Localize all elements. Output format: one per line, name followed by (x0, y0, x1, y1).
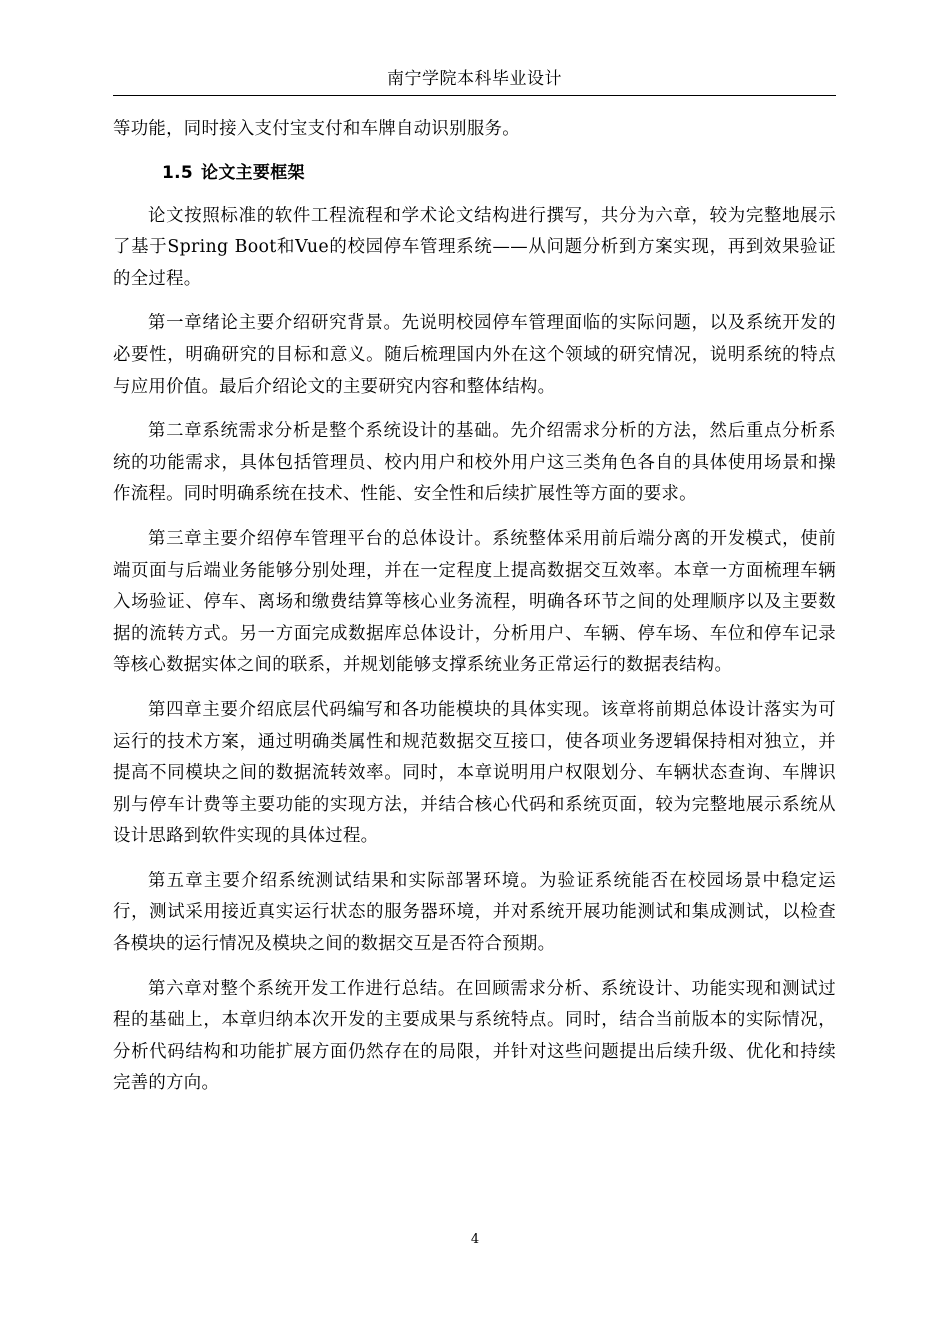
section-heading (113, 158, 836, 188)
paragraph-overview: 论文按照标准的软件工程流程和学术论文结构进行撰写，共分为六章，较为完整地展示了基于Spring Boot和Vue的校园停车管理系统——从问题分析到方案实现，再到效果验证的全过程。 (113, 205, 836, 289)
paragraph-chapter-1: 第一章绪论主要介绍研究背景。先说明校园停车管理面临的实际问题，以及系统开发的必要性，明确研究的目标和意义。随后梳理国内外在这个领域的研究情况，说明系统的特点与应用价值。最后介绍论文的主要研究内容和整体结构。 (113, 313, 836, 397)
running-header: 南宁学院本科毕业设计 (387, 69, 562, 89)
section-title: 论文主要框架 (201, 162, 305, 183)
header-rule (113, 95, 836, 96)
paragraph-chapter-5: 第五章主要介绍系统测试结果和实际部署环境。为验证系统能否在校园场景中稳定运行，测试采用接近真实运行状态的服务器环境，并对系统开展功能测试和集成测试，以检查各模块的运行情况及模块之间的数据交互是否符合预期。 (113, 870, 836, 955)
page-number: 4 (470, 1232, 480, 1247)
paragraph-chapter-3: 第三章主要介绍停车管理平台的总体设计。系统整体采用前后端分离的开发模式，使前端页面与后端业务能够分别处理，并在一定程度上提高数据交互效率。本章一方面梳理车辆入场验证、停车、离场和缴费结算等核心业务流程，明确各环节之间的处理顺序以及主要数据的流转方式。另一方面完成数据库总体设计，分析用户、车辆、停车场、车位和停车记录等核心数据实体之间的联系，并规划能够支撑系统业务正常运行的数据表结构。 (113, 528, 836, 676)
continuation-paragraph: 等功能，同时接入支付宝支付和车牌自动识别服务。 (113, 119, 520, 139)
page-body (113, 114, 836, 1100)
paragraph-chapter-6: 第六章对整个系统开发工作进行总结。在回顾需求分析、系统设计、功能实现和测试过程的基础上，本章归纳本次开发的主要成果与系统特点。同时，结合当前版本的实际情况，分析代码结构和功能扩展方面仍然存在的局限，并针对这些问题提出后续升级、优化和持续完善的方向。 (113, 978, 836, 1094)
paragraph-chapter-4: 第四章主要介绍底层代码编写和各功能模块的具体实现。该章将前期总体设计落实为可运行的技术方案，通过明确类属性和规范数据交互接口，使各项业务逻辑保持相对独立，并提高不同模块之间的数据流转效率。同时，本章说明用户权限划分、车辆状态查询、车牌识别与停车计费等主要功能的实现方法，并结合核心代码和系统页面，较为完整地展示系统从设计思路到软件实现的具体过程。 (113, 699, 836, 847)
section-number: 1.5 (162, 162, 194, 183)
paragraph-chapter-2: 第二章系统需求分析是整个系统设计的基础。先介绍需求分析的方法，然后重点分析系统的功能需求，具体包括管理员、校内用户和校外用户这三类角色各自的具体使用场景和操作流程。同时明确系统在技术、性能、安全性和后续扩展性等方面的要求。 (113, 421, 836, 505)
